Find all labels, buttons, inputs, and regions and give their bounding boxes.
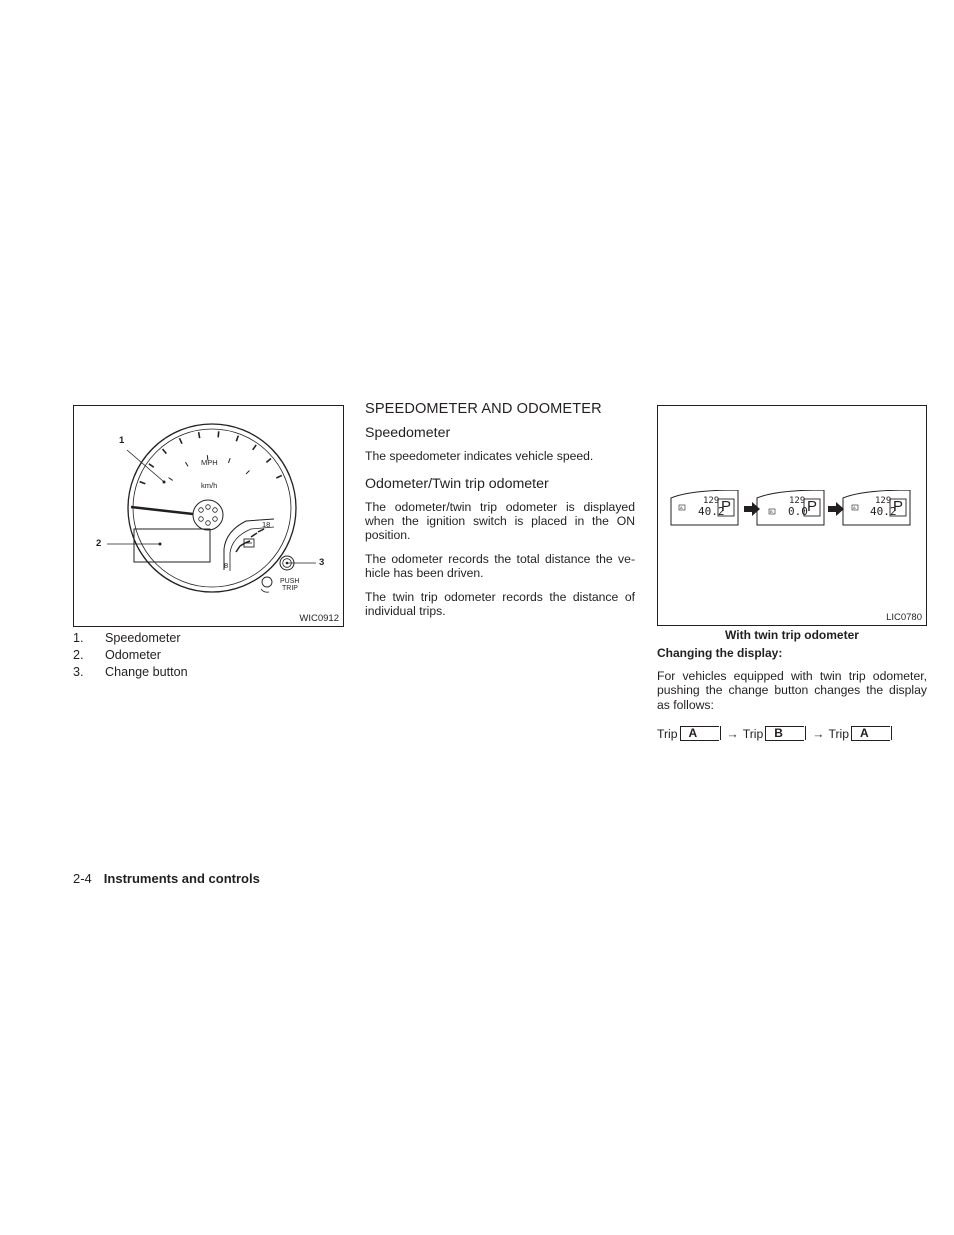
legend-item: 3. Change button	[73, 665, 188, 679]
trip-indicator: B	[770, 509, 773, 514]
fuel-empty-label: 8	[224, 561, 229, 570]
trip-a-box: A	[680, 726, 719, 741]
trip-a-box: A	[851, 726, 890, 741]
mph-label: MPH	[201, 458, 218, 467]
odometer-paragraph-1: The odometer/twin trip odometer is displayed when the ignition switch is placed in the ON position.	[365, 499, 635, 543]
trip-indicator: A	[853, 505, 856, 510]
trip-sequence: Trip A → Trip B → Trip A	[657, 726, 894, 741]
trip-value: 40.2	[870, 505, 897, 518]
callout-1: 1	[119, 435, 125, 446]
figure-id: WIC0912	[299, 613, 339, 624]
trip-display	[670, 490, 740, 526]
trip-label: TRIP	[282, 585, 298, 592]
middle-column	[365, 402, 635, 627]
arrow-icon: →	[726, 726, 739, 741]
gauge-tick	[140, 482, 146, 484]
gauge-inner-tick	[228, 458, 230, 463]
odo-value: 129	[875, 496, 892, 506]
page-footer	[73, 871, 260, 886]
odometer-paragraph-2: The odometer records the total distance the vehicle has been driven.	[365, 551, 635, 581]
trip-b-box: B	[765, 726, 804, 741]
twin-trip-figure	[657, 405, 927, 626]
changing-display-title: Changing the display:	[657, 646, 783, 660]
callout-3: 3	[319, 557, 325, 568]
gauge-tick	[163, 449, 167, 454]
gauge-tick	[149, 464, 154, 467]
legend-item: 2. Odometer	[73, 648, 161, 662]
trip-display	[756, 490, 826, 526]
trip-value: 40.2	[698, 505, 725, 518]
odometer-heading: Odometer/Twin trip odometer	[365, 476, 549, 493]
gear-value: P	[893, 498, 904, 515]
page-number: 2-4	[73, 871, 92, 886]
trip-display	[842, 490, 912, 526]
gear-value: P	[721, 498, 732, 515]
odometer-paragraph-3: The twin trip odometer records the distance of individual trips.	[365, 589, 635, 619]
gauge-tick	[276, 475, 281, 478]
speedometer-heading: Speedometer	[365, 425, 451, 442]
gear-value: P	[807, 498, 818, 515]
gauge-tick	[253, 445, 256, 450]
gauge-inner-tick	[246, 471, 250, 475]
fuel-full-label: 18	[262, 520, 271, 529]
chapter-title: Instruments and controls	[103, 871, 260, 886]
figure-caption: With twin trip odometer	[725, 628, 859, 642]
callout-2: 2	[96, 538, 102, 549]
push-label: PUSH	[280, 578, 300, 585]
speedometer-text: The speedometer indicates vehicle speed.	[365, 448, 594, 463]
gauge-illustration	[74, 406, 345, 628]
gauge-tick	[179, 438, 182, 443]
trip-value: 0.0	[788, 505, 808, 518]
gauge-tick	[236, 436, 238, 442]
figure-id: LIC0780	[886, 612, 922, 623]
kmh-label: km/h	[201, 481, 218, 490]
odo-value: 129	[789, 496, 806, 506]
changing-display-text: For vehicles equipped with twin trip odometer, pushing the change button changes the display as follows:	[657, 669, 927, 712]
odo-value: 129	[703, 496, 720, 506]
figure-legend	[73, 630, 188, 681]
gauge-tick	[218, 431, 219, 437]
gauge-inner-tick	[186, 462, 189, 466]
trip-indicator: A	[680, 505, 683, 510]
gauge-tick	[266, 459, 271, 463]
speedometer-figure	[73, 405, 344, 627]
gauge-inner-tick	[169, 478, 173, 481]
arrow-icon: →	[812, 726, 825, 741]
gauge-tick	[199, 432, 200, 438]
section-title: SPEEDOMETER AND ODOMETER	[365, 401, 602, 417]
legend-item: 1. Speedometer	[73, 631, 181, 645]
